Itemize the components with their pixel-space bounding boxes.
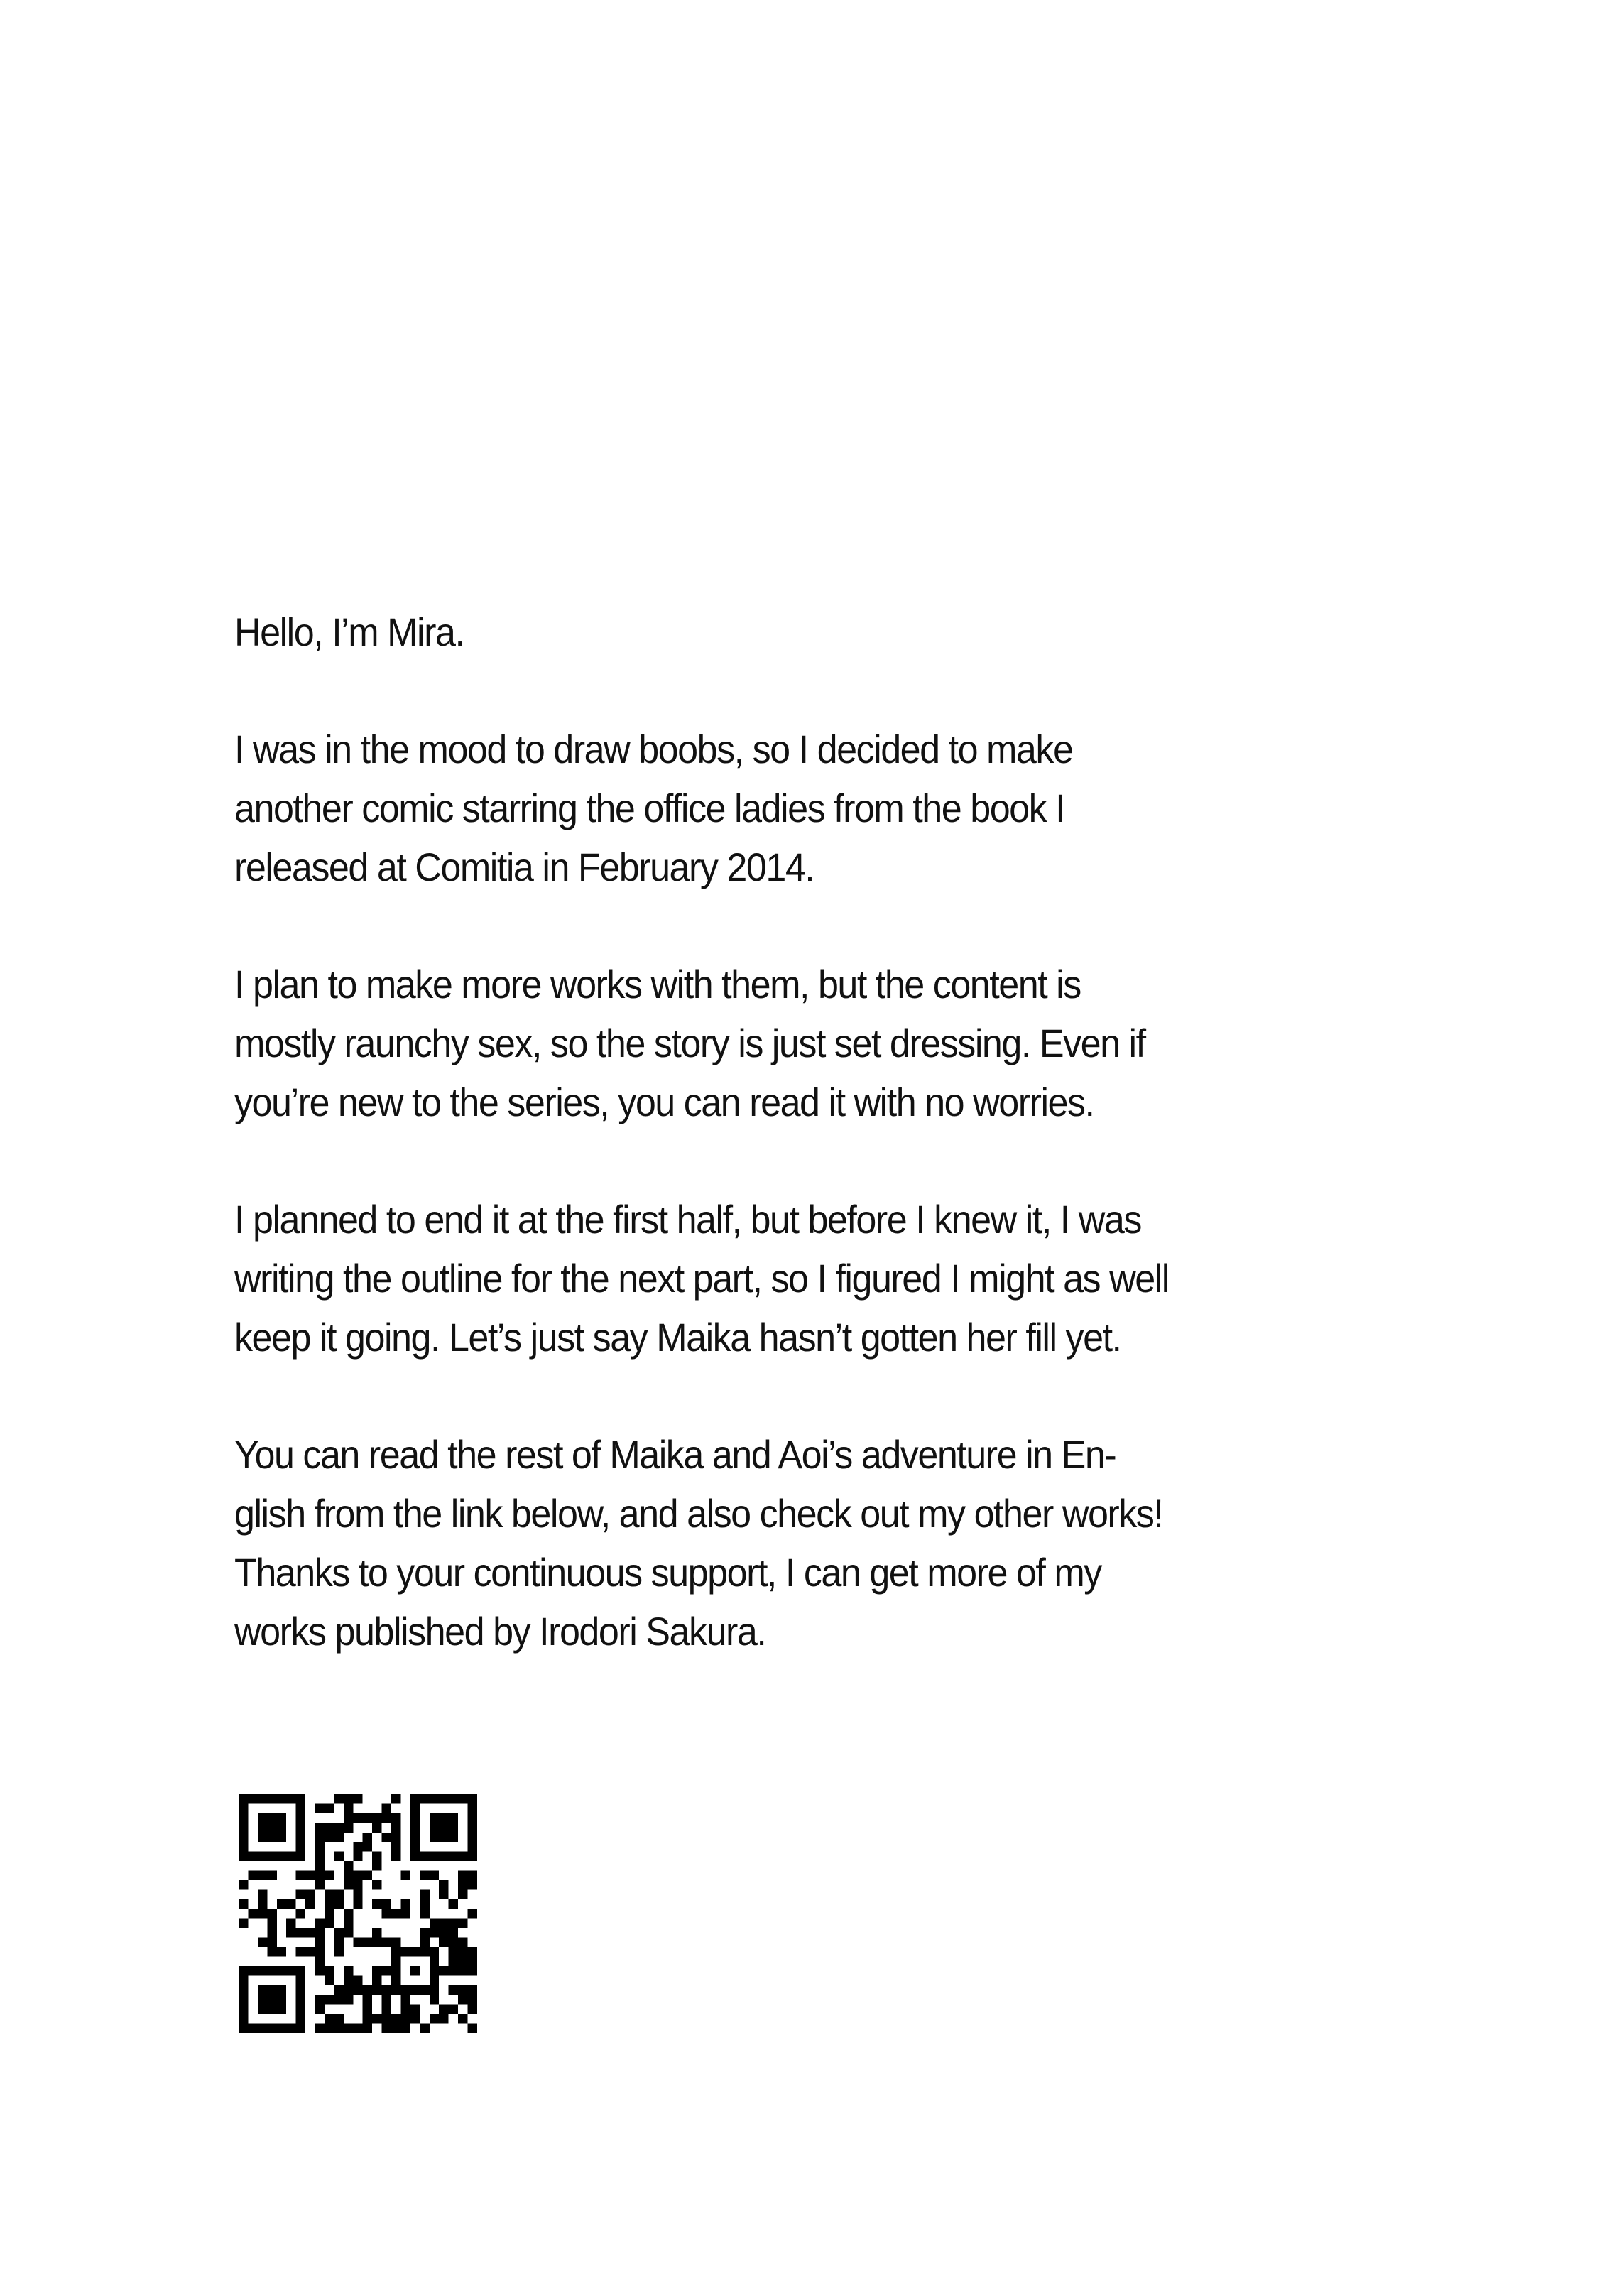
- paragraph-4: You can read the rest of Maika and Aoi’s adventure in En- glish from the link below, and also check out my other works! Thanks to your continuous support, I can get more of my works published by Irodori Sakura.: [234, 1432, 1163, 1654]
- paragraph-1: I was in the mood to draw boobs, so I decided to make another comic starring the office ladies from the book I released at Comitia in February 2014.: [234, 727, 1073, 889]
- paragraph-2: I plan to make more works with them, but the content is mostly raunchy sex, so the story is just set dressing. Even if you’re new to the series, you can read it with no worries.: [234, 962, 1145, 1124]
- qr-code-icon[interactable]: [239, 1794, 477, 2033]
- author-afterword: [234, 602, 1399, 1661]
- greeting: Hello, I’m Mira.: [234, 609, 464, 654]
- paragraph-3: I planned to end it at the first half, but before I knew it, I was writing the outline for the next part, so I figured I might as well keep it going. Let’s just say Maika hasn’t gotten her fill yet.: [234, 1197, 1169, 1360]
